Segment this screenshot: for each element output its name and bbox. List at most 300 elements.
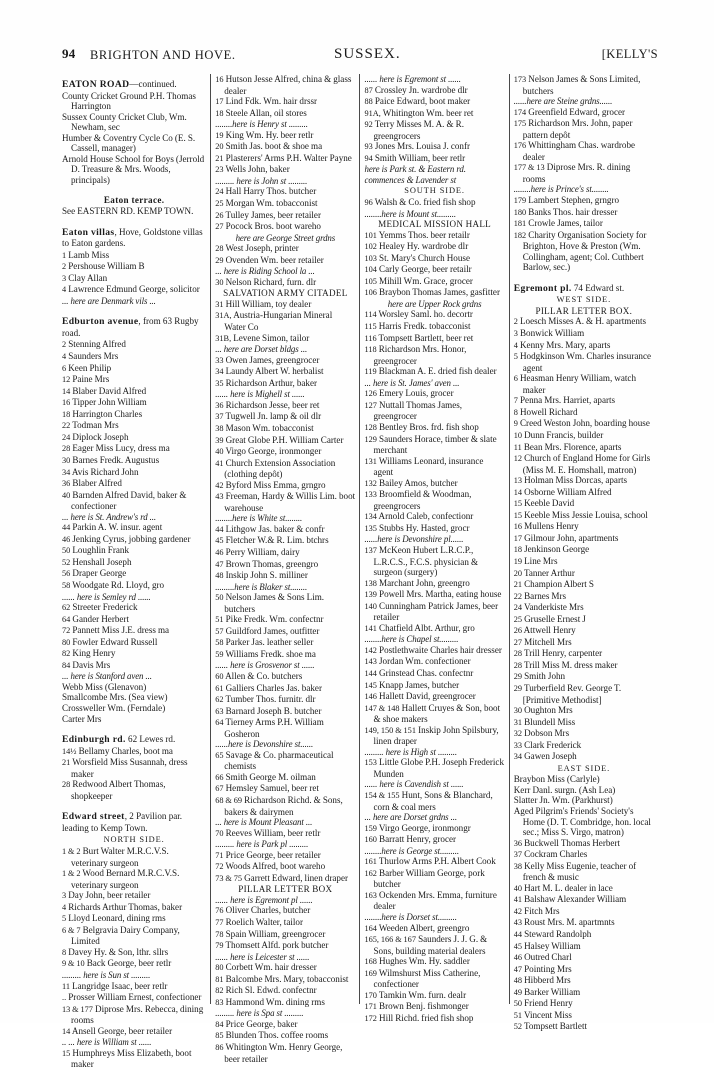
- directory-entry[interactable]: [215, 243, 355, 255]
- directory-entry[interactable]: [62, 648, 206, 660]
- directory-entry[interactable]: [62, 557, 206, 569]
- directory-entry[interactable]: [62, 261, 206, 273]
- directory-entry[interactable]: [514, 614, 654, 626]
- directory-entry[interactable]: [215, 277, 355, 289]
- directory-entry[interactable]: [364, 108, 504, 120]
- directory-entry[interactable]: [514, 883, 654, 895]
- directory-entry[interactable]: [364, 344, 504, 366]
- directory-entry[interactable]: [514, 998, 654, 1010]
- directory-entry[interactable]: [62, 779, 206, 801]
- directory-entry[interactable]: [514, 556, 654, 568]
- directory-entry[interactable]: [514, 975, 654, 987]
- directory-entry[interactable]: [62, 846, 206, 868]
- directory-entry[interactable]: [62, 397, 206, 409]
- directory-entry[interactable]: [215, 683, 355, 695]
- directory-entry[interactable]: [215, 750, 355, 772]
- directory-entry[interactable]: [215, 917, 355, 929]
- directory-entry[interactable]: [364, 253, 504, 265]
- directory-entry[interactable]: [62, 660, 206, 672]
- directory-entry[interactable]: [364, 680, 504, 692]
- directory-entry[interactable]: [514, 987, 654, 999]
- directory-entry[interactable]: [514, 230, 654, 273]
- directory-entry[interactable]: [514, 340, 654, 352]
- directory-entry[interactable]: [364, 545, 504, 578]
- directory-entry[interactable]: [215, 873, 355, 885]
- directory-entry[interactable]: [364, 141, 504, 153]
- street-heading[interactable]: Eaton terrace.: [103, 195, 165, 206]
- directory-entry[interactable]: [364, 309, 504, 321]
- directory-entry[interactable]: [215, 400, 355, 412]
- directory-entry[interactable]: [215, 366, 355, 378]
- house-number: 15: [513, 499, 523, 509]
- directory-entry[interactable]: [215, 1019, 355, 1031]
- entry-text: Blackman A. E. dried fish dealer: [378, 366, 497, 377]
- directory-entry[interactable]: [514, 418, 654, 430]
- directory-entry[interactable]: [364, 834, 504, 846]
- directory-entry[interactable]: [215, 210, 355, 222]
- directory-entry[interactable]: [364, 96, 504, 108]
- street-heading[interactable]: [62, 734, 206, 746]
- directory-entry[interactable]: [514, 952, 654, 964]
- directory-entry[interactable]: [62, 112, 206, 133]
- directory-entry[interactable]: [215, 795, 355, 817]
- directory-entry[interactable]: [514, 533, 654, 545]
- street-heading[interactable]: [62, 316, 206, 339]
- directory-entry[interactable]: [215, 706, 355, 718]
- directory-entry[interactable]: [514, 591, 654, 603]
- directory-entry[interactable]: [215, 435, 355, 447]
- directory-entry[interactable]: [514, 648, 654, 660]
- house-number: 94: [364, 153, 373, 163]
- directory-entry[interactable]: [62, 133, 206, 154]
- directory-entry[interactable]: [364, 691, 504, 703]
- house-number: 1 & 2: [62, 847, 81, 856]
- directory-entry[interactable]: [215, 458, 355, 480]
- directory-entry[interactable]: [62, 273, 206, 285]
- directory-entry[interactable]: [514, 74, 654, 96]
- directory-entry[interactable]: [215, 423, 355, 435]
- directory-entry[interactable]: [62, 947, 206, 959]
- directory-entry[interactable]: [215, 355, 355, 367]
- directory-entry[interactable]: [514, 637, 654, 649]
- directory-entry[interactable]: [364, 578, 504, 590]
- directory-entry[interactable]: [215, 378, 355, 390]
- directory-entry[interactable]: [514, 218, 654, 230]
- directory-entry[interactable]: [62, 467, 206, 479]
- entry-text: Creed Weston John, boarding house: [519, 418, 650, 429]
- house-number: 40: [215, 447, 224, 457]
- directory-entry[interactable]: [364, 757, 504, 779]
- directory-entry[interactable]: [62, 614, 206, 626]
- directory-entry[interactable]: [514, 544, 654, 556]
- directory-entry[interactable]: [215, 570, 355, 582]
- directory-entry[interactable]: [514, 795, 654, 806]
- street-heading-name: Edinburgh rd.: [62, 734, 126, 746]
- cross-street-note: ........here is Henry st .........: [215, 119, 308, 130]
- directory-entry[interactable]: [215, 164, 355, 176]
- entry-text: Barber William George, pork butcher: [373, 867, 485, 890]
- directory-entry[interactable]: [364, 197, 504, 209]
- directory-entry[interactable]: [62, 902, 206, 914]
- entry-text: Jordan Wm. confectioner: [379, 656, 471, 667]
- directory-entry[interactable]: [62, 602, 206, 614]
- house-number: 22: [62, 421, 71, 431]
- directory-entry[interactable]: [215, 694, 355, 706]
- directory-entry[interactable]: [514, 162, 654, 184]
- directory-entry[interactable]: [62, 692, 206, 703]
- cross-street-note: ...... here is Cavendish st ......: [364, 779, 464, 790]
- directory-entry[interactable]: [364, 85, 504, 97]
- directory-entry[interactable]: [62, 890, 206, 902]
- directory-entry[interactable]: [215, 96, 355, 108]
- directory-entry[interactable]: [364, 703, 504, 725]
- directory-entry[interactable]: [514, 660, 654, 672]
- directory-entry[interactable]: [62, 522, 206, 534]
- directory-entry[interactable]: [215, 626, 355, 638]
- directory-entry[interactable]: [215, 850, 355, 862]
- directory-entry[interactable]: [514, 521, 654, 533]
- directory-entry[interactable]: [514, 917, 654, 929]
- directory-entry[interactable]: [514, 373, 654, 395]
- house-number: 59: [215, 649, 224, 659]
- directory-entry[interactable]: [364, 434, 504, 456]
- directory-entry[interactable]: [62, 1004, 206, 1026]
- directory-entry[interactable]: [364, 1001, 504, 1013]
- directory-entry[interactable]: [514, 838, 654, 850]
- directory-entry[interactable]: [514, 717, 654, 729]
- directory-entry[interactable]: [514, 1021, 654, 1033]
- institution-entry[interactable]: MEDICAL MISSION HALL: [378, 219, 492, 230]
- house-number: 15: [62, 1048, 71, 1058]
- directory-entry[interactable]: [364, 241, 504, 253]
- directory-entry[interactable]: [364, 400, 504, 422]
- directory-entry[interactable]: [364, 456, 504, 478]
- directory-entry[interactable]: [62, 925, 206, 947]
- house-number: 115: [364, 322, 377, 332]
- entry-text: Penna Mrs. Harriet, aparts: [519, 395, 616, 406]
- directory-entry[interactable]: [364, 422, 504, 434]
- entry-text: Fitch Mrs: [524, 905, 560, 916]
- house-number: 172: [364, 1013, 377, 1023]
- directory-entry[interactable]: [364, 589, 504, 601]
- house-number: 177 & 13: [513, 163, 545, 173]
- house-number: 162: [364, 868, 377, 878]
- directory-entry[interactable]: [364, 478, 504, 490]
- directory-entry[interactable]: [514, 430, 654, 442]
- entry-text: King Henry: [72, 648, 116, 659]
- cross-street-note: ...... here is Mighell st ......: [215, 389, 305, 400]
- directory-entry[interactable]: [62, 1048, 206, 1070]
- house-number: 180: [513, 207, 527, 217]
- entry-text: Freeman, Hardy & Willis Lim. boot warehouse: [224, 491, 356, 513]
- directory-entry[interactable]: [364, 856, 504, 868]
- directory-entry[interactable]: [514, 625, 654, 637]
- street-heading-name: EATON ROAD: [62, 79, 130, 90]
- house-number: 56: [62, 569, 71, 579]
- directory-entry[interactable]: [364, 264, 504, 276]
- directory-entry[interactable]: [215, 141, 355, 153]
- directory-entry[interactable]: [215, 333, 355, 345]
- directory-entry[interactable]: [514, 487, 654, 499]
- directory-entry[interactable]: [514, 1010, 654, 1022]
- directory-entry[interactable]: [215, 480, 355, 492]
- directory-entry[interactable]: [364, 119, 504, 141]
- directory-entry[interactable]: [514, 510, 654, 522]
- directory-entry[interactable]: [364, 990, 504, 1002]
- directory-entry[interactable]: [514, 941, 654, 953]
- directory-entry[interactable]: [215, 255, 355, 267]
- house-number: 159: [364, 823, 377, 833]
- house-number: 84: [215, 1019, 224, 1029]
- directory-entry[interactable]: [364, 668, 504, 680]
- institution-entry[interactable]: SALVATION ARMY CITADEL: [223, 288, 348, 299]
- entry-text: Rich Sl. Edwd. confectnr: [225, 985, 317, 996]
- directory-entry[interactable]: [364, 623, 504, 635]
- directory-entry[interactable]: [364, 366, 504, 378]
- street-heading[interactable]: [514, 283, 654, 295]
- directory-entry[interactable]: [215, 962, 355, 974]
- directory-entry[interactable]: [215, 198, 355, 210]
- directory-entry[interactable]: [62, 284, 206, 296]
- directory-entry[interactable]: [215, 905, 355, 917]
- entry-text: Williams Fredk. shoe ma: [225, 648, 316, 659]
- directory-entry[interactable]: [62, 958, 206, 970]
- directory-entry[interactable]: [62, 580, 206, 592]
- directory-entry[interactable]: [364, 934, 504, 956]
- directory-entry[interactable]: [514, 849, 654, 861]
- house-number: 46: [513, 953, 523, 963]
- directory-entry[interactable]: [215, 671, 355, 683]
- directory-entry[interactable]: [62, 568, 206, 580]
- directory-entry[interactable]: [215, 299, 355, 311]
- entry-text: St. Mary's Church House: [379, 252, 470, 263]
- entry-text: Cockram Charles: [524, 849, 588, 860]
- directory-entry[interactable]: [62, 746, 206, 758]
- house-number: 47: [215, 559, 224, 569]
- institution-entry[interactable]: PILLAR LETTER BOX: [238, 884, 333, 895]
- directory-entry[interactable]: [364, 868, 504, 890]
- directory-entry[interactable]: [215, 524, 355, 536]
- directory-entry[interactable]: [514, 395, 654, 407]
- directory-entry[interactable]: [514, 207, 654, 219]
- directory-entry[interactable]: [514, 751, 654, 763]
- directory-entry[interactable]: [215, 828, 355, 840]
- directory-entry[interactable]: [62, 637, 206, 649]
- directory-entry[interactable]: [215, 614, 355, 626]
- directory-entry[interactable]: [62, 490, 206, 512]
- street-heading[interactable]: [62, 811, 206, 834]
- directory-entry[interactable]: [514, 407, 654, 419]
- directory-entry[interactable]: [62, 625, 206, 637]
- street-heading[interactable]: [62, 79, 206, 91]
- house-number: 87: [364, 85, 373, 95]
- directory-entry[interactable]: [514, 683, 654, 705]
- directory-entry[interactable]: [62, 757, 206, 779]
- directory-entry[interactable]: [364, 321, 504, 333]
- directory-entry[interactable]: [62, 409, 206, 421]
- directory-entry[interactable]: [364, 725, 504, 747]
- directory-entry[interactable]: [215, 547, 355, 559]
- entry-text: Brown Thomas, greengro: [225, 558, 319, 569]
- directory-entry[interactable]: [514, 568, 654, 580]
- directory-entry[interactable]: [514, 906, 654, 918]
- directory-entry[interactable]: [215, 411, 355, 423]
- directory-entry[interactable]: [215, 153, 355, 165]
- house-number: 81: [215, 974, 224, 984]
- directory-entry[interactable]: [215, 74, 355, 96]
- directory-entry[interactable]: [215, 592, 355, 614]
- directory-entry[interactable]: [62, 1026, 206, 1038]
- house-number: 66: [215, 772, 224, 782]
- directory-entry[interactable]: [514, 195, 654, 207]
- house-number: 57: [215, 626, 224, 636]
- directory-entry[interactable]: [514, 929, 654, 941]
- directory-entry[interactable]: [514, 442, 654, 454]
- directory-entry[interactable]: [364, 790, 504, 812]
- directory-entry[interactable]: [364, 890, 504, 912]
- directory-entry[interactable]: [215, 985, 355, 997]
- directory-entry[interactable]: [62, 250, 206, 262]
- directory-entry[interactable]: [514, 894, 654, 906]
- entry-text: Richardson Jesse, beer ret: [225, 399, 320, 410]
- directory-entry[interactable]: [514, 602, 654, 614]
- house-number: 93: [364, 142, 373, 152]
- street-heading[interactable]: [62, 227, 206, 250]
- directory-entry[interactable]: [62, 992, 206, 1004]
- institution-entry[interactable]: PILLAR LETTER BOX.: [535, 305, 633, 316]
- directory-entry[interactable]: [364, 333, 504, 345]
- house-number: 17: [513, 533, 523, 543]
- directory-entry[interactable]: [364, 956, 504, 968]
- house-number: 33: [513, 740, 523, 750]
- directory-entry[interactable]: [62, 455, 206, 467]
- directory-entry[interactable]: [514, 140, 654, 162]
- directory-entry[interactable]: [215, 637, 355, 649]
- directory-entry[interactable]: [62, 154, 206, 186]
- directory-entry[interactable]: [514, 728, 654, 740]
- entry-text: Lamb Miss: [68, 249, 110, 260]
- directory-entry[interactable]: [215, 491, 355, 513]
- directory-entry[interactable]: [62, 339, 206, 351]
- directory-entry[interactable]: [62, 386, 206, 398]
- directory-entry[interactable]: [514, 785, 654, 796]
- directory-entry[interactable]: [215, 649, 355, 661]
- house-number: 4: [62, 352, 67, 362]
- directory-entry[interactable]: [62, 374, 206, 386]
- directory-entry[interactable]: [514, 579, 654, 591]
- house-number: 41: [215, 458, 224, 468]
- entry-text: Friend Henry: [524, 998, 573, 1009]
- directory-entry[interactable]: [364, 230, 504, 242]
- directory-entry[interactable]: [514, 118, 654, 140]
- directory-entry[interactable]: [215, 310, 355, 332]
- directory-entry[interactable]: [514, 498, 654, 510]
- directory-entry[interactable]: [62, 913, 206, 925]
- directory-entry[interactable]: [364, 153, 504, 165]
- directory-entry[interactable]: [514, 964, 654, 976]
- directory-entry[interactable]: [514, 774, 654, 785]
- directory-entry[interactable]: [62, 682, 206, 693]
- directory-entry[interactable]: [215, 1030, 355, 1042]
- directory-entry[interactable]: [364, 388, 504, 400]
- directory-entry[interactable]: [215, 940, 355, 952]
- directory-entry[interactable]: [215, 221, 355, 233]
- directory-entry[interactable]: [514, 671, 654, 683]
- directory-entry[interactable]: [215, 772, 355, 784]
- directory-entry[interactable]: [514, 705, 654, 717]
- directory-entry[interactable]: [514, 475, 654, 487]
- directory-entry[interactable]: [364, 923, 504, 935]
- directory-entry[interactable]: [62, 91, 206, 112]
- directory-entry[interactable]: [364, 656, 504, 668]
- directory-entry[interactable]: [514, 806, 654, 838]
- cross-street-note: ... here are Dorset grdns ...: [364, 812, 457, 823]
- directory-entry[interactable]: [215, 997, 355, 1009]
- directory-entry[interactable]: [215, 559, 355, 571]
- directory-entry[interactable]: [364, 276, 504, 288]
- directory-entry[interactable]: [62, 981, 206, 993]
- directory-entry[interactable]: [364, 968, 504, 990]
- directory-entry[interactable]: [215, 929, 355, 941]
- entry-text: Kerr Danl. surgn. (Ash Lea): [513, 784, 616, 795]
- directory-entry[interactable]: [514, 107, 654, 119]
- directory-entry[interactable]: [215, 130, 355, 142]
- directory-entry[interactable]: [364, 601, 504, 623]
- directory-entry[interactable]: [62, 351, 206, 363]
- directory-entry[interactable]: [62, 703, 206, 714]
- directory-entry[interactable]: [514, 453, 654, 475]
- directory-entry[interactable]: [364, 489, 504, 511]
- directory-entry[interactable]: [364, 511, 504, 523]
- directory-entry[interactable]: [514, 328, 654, 340]
- entry-text: Barker William: [524, 986, 581, 997]
- entry-text: Barratt Henry, grocer: [379, 834, 457, 845]
- directory-entry[interactable]: [62, 432, 206, 444]
- directory-entry[interactable]: [62, 534, 206, 546]
- directory-entry[interactable]: [62, 868, 206, 890]
- directory-entry[interactable]: [215, 717, 355, 739]
- directory-entry[interactable]: [364, 287, 504, 299]
- directory-entry[interactable]: [62, 363, 206, 375]
- directory-entry[interactable]: [215, 783, 355, 795]
- directory-entry[interactable]: [215, 861, 355, 873]
- directory-entry[interactable]: [215, 108, 355, 120]
- directory-entry[interactable]: [62, 478, 206, 490]
- directory-entry[interactable]: [215, 974, 355, 986]
- directory-entry[interactable]: [514, 740, 654, 752]
- directory-entry[interactable]: [62, 206, 206, 217]
- directory-entry[interactable]: [62, 545, 206, 557]
- directory-entry[interactable]: [514, 351, 654, 373]
- directory-entry[interactable]: [514, 316, 654, 328]
- directory-entry[interactable]: [215, 446, 355, 458]
- directory-entry[interactable]: [514, 861, 654, 883]
- entry-text: Arnold Caleb, confectionr: [378, 511, 474, 522]
- directory-entry[interactable]: [364, 823, 504, 835]
- directory-entry[interactable]: [215, 535, 355, 547]
- directory-entry[interactable]: [215, 1042, 355, 1064]
- entry-text: Barnes Fredk. Augustus: [72, 454, 160, 465]
- directory-entry[interactable]: [62, 420, 206, 432]
- entry-text: Banks Thos. hair dresser: [528, 206, 618, 217]
- house-number: 45: [215, 536, 224, 546]
- directory-entry[interactable]: [215, 186, 355, 198]
- directory-entry[interactable]: [364, 523, 504, 535]
- entry-text: Redwood Albert Thomas, shopkeeper: [71, 779, 166, 801]
- directory-entry[interactable]: [364, 645, 504, 657]
- directory-entry[interactable]: [62, 443, 206, 455]
- directory-entry[interactable]: [62, 714, 206, 725]
